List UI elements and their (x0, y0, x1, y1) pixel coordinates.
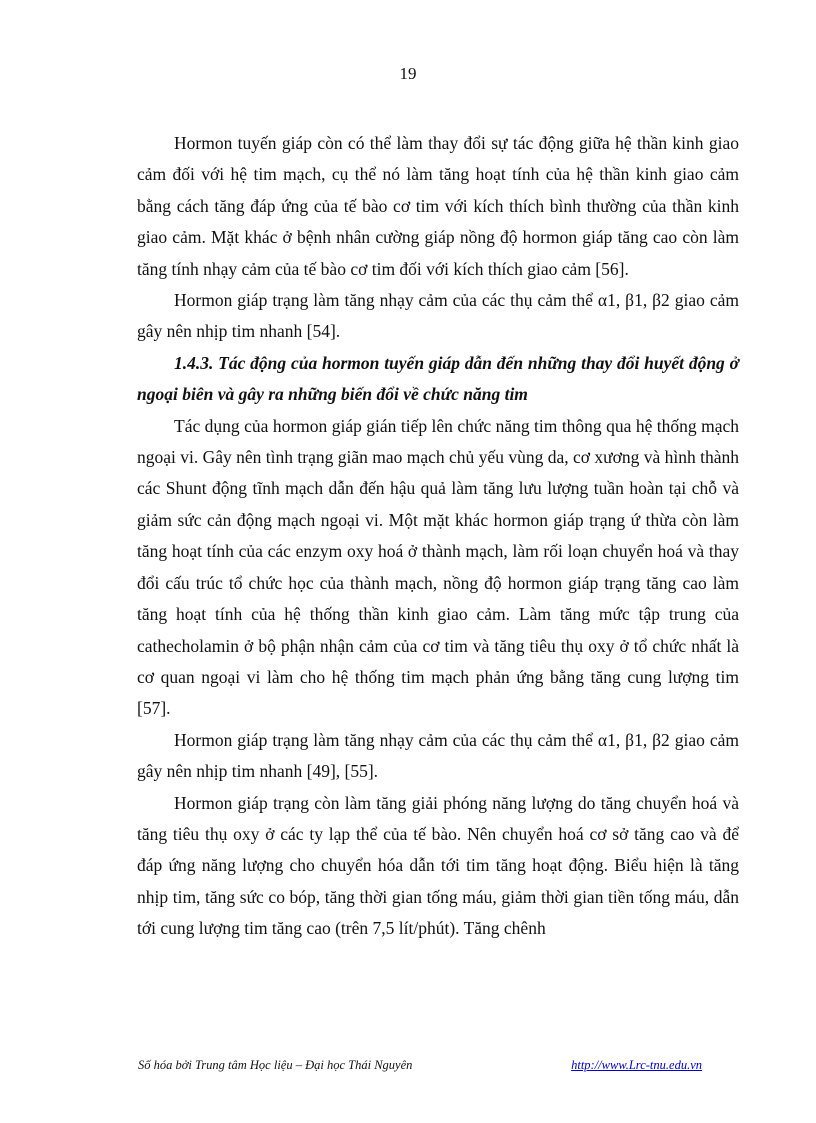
page-number: 19 (399, 64, 417, 83)
paragraph-receptor-sensitivity: Hormon giáp trạng làm tăng nhạy cảm của các thụ cảm thể α1, β1, β2 giao cảm gây nên nhịp tim nhanh [54]. (137, 290, 739, 342)
footer-digitization-credit: Số hóa bởi Trung tâm Học liệu – Đại học Thái Nguyên (138, 1058, 413, 1072)
paragraph-sympathetic-interaction: Hormon tuyến giáp còn có thể làm thay đổi sự tác động giữa hệ thần kinh giao cảm đối với hệ tim mạch, cụ thể nó làm tăng hoạt tính của hệ thần kinh giao cảm bằng cách tăng đáp ứng của tế bào cơ tim với kích thích bình thường của thần kinh giao cảm. Mặt khác ở bệnh nhân cường giáp nồng độ hormon giáp tăng cao còn làm tăng tính nhạy cảm của tế bào cơ tim đối với kích thích giao cảm [56]. (137, 133, 739, 279)
section-heading-1-4-3: 1.4.3. Tác động của hormon tuyến giáp dẫn đến những thay đổi huyết động ở ngoại biên và gây ra những biến đổi về chức năng tim (137, 352, 739, 405)
paragraph-peripheral-hemodynamics: Tác dụng của hormon giáp gián tiếp lên chức năng tim thông qua hệ thống mạch ngoại vi. Gây nên tình trạng giãn mao mạch chủ yếu vùng da, cơ xương và hình thành các Shunt động tĩnh mạch dẫn đến hậu quả làm tăng lưu lượng tuần hoàn tại chỗ và giảm sức cản động mạch ngoại vi. Một mặt khác hormon giáp trạng ứ thừa còn làm tăng hoạt tính của các enzym oxy hoá ở thành mạch, làm rối loạn chuyển hoá và thay đổi cấu trúc tổ chức học của thành mạch, nồng độ hormon giáp trạng tăng cao làm tăng hoạt tính của hệ thống thần kinh giao cảm. Làm tăng mức tập trung của cathecholamin ở bộ phận nhận cảm của cơ tim và tăng tiêu thụ oxy ở tổ chức nhất là cơ quan ngoại vi làm cho hệ thống tim mạch phản ứng bằng tăng cung lượng tim [57]. (137, 415, 739, 719)
paragraph-receptor-sensitivity-2: Hormon giáp trạng làm tăng nhạy cảm của các thụ cảm thể α1, β1, β2 giao cảm gây nên nhịp tim nhanh [49], [55]. (137, 729, 739, 782)
paragraph-energy-metabolism: Hormon giáp trạng còn làm tăng giải phóng năng lượng do tăng chuyển hoá và tăng tiêu thụ oxy ở các ty lạp thể của tế bào. Nên chuyển hoá cơ sở tăng cao và để đáp ứng năng lượng cho chuyển hóa dẫn tới tim tăng hoạt động. Biểu hiện là tăng nhịp tim, tăng sức co bóp, tăng thời gian tống máu, giảm thời gian tiền tống máu, dẫn tới cung lượng tim tăng cao (trên 7,5 lít/phút). Tăng chênh (137, 792, 739, 939)
footer-website-link[interactable]: http://www.Lrc-tnu.edu.vn (571, 1058, 702, 1072)
document-body (137, 128, 739, 945)
